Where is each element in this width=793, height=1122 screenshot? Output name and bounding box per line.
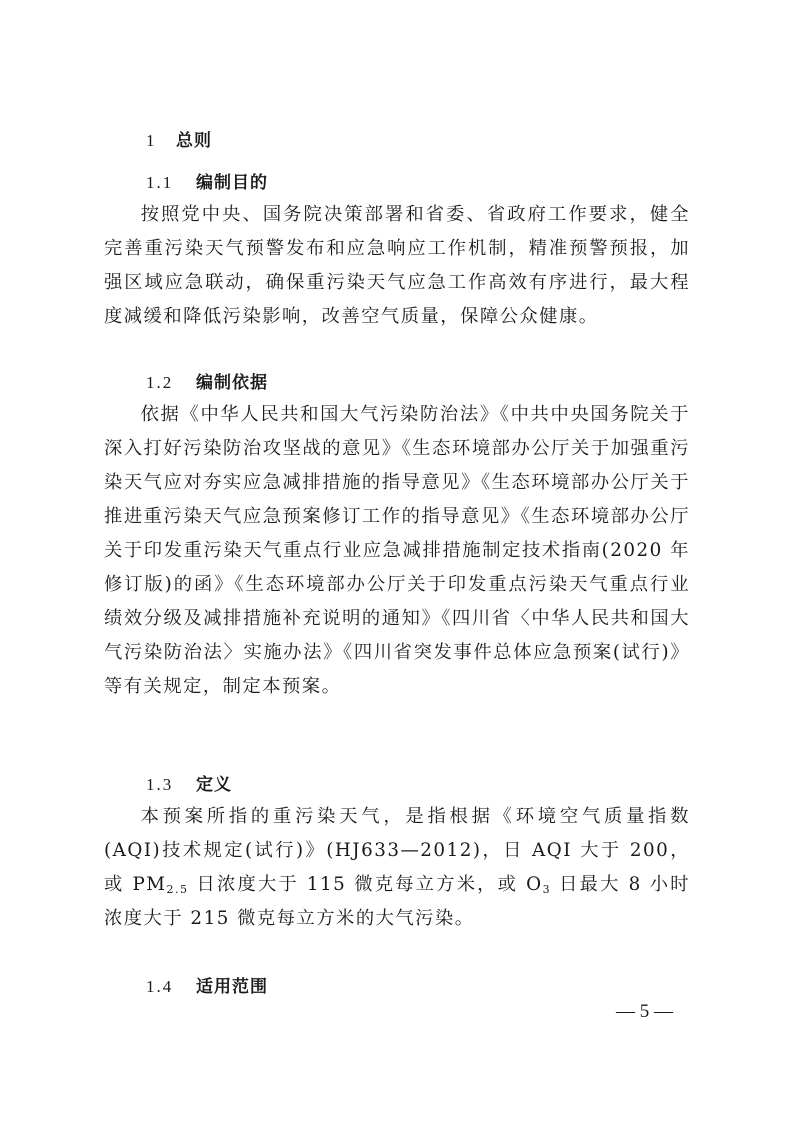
o3-subscript: 3 xyxy=(542,883,552,896)
section-number: 1.2 xyxy=(146,373,174,392)
paragraph-purpose: 按照党中央、国务院决策部署和省委、省政府工作要求，健全完善重污染天气预警发布和应急响应工作机制，精准预警预报，加强区域应急联动，确保重污染天气应急工作高效有序进行，最大程度减缓和降低污染影响，改善空气质量，保障公众健康。 xyxy=(104,204,690,327)
section-title: 编制目的 xyxy=(196,173,268,193)
pm25-subscript: 2.5 xyxy=(166,883,189,896)
paragraph-definition xyxy=(104,800,690,936)
section-title: 编制依据 xyxy=(196,373,268,393)
section-title: 总则 xyxy=(176,131,212,151)
section-number: 1.4 xyxy=(146,977,174,996)
definition-text-3: 日最大 8 小时浓度大于 215 微克每立方米的大气污染。 xyxy=(104,874,690,929)
section-heading-1 xyxy=(146,126,212,151)
definition-text-2: 日浓度大于 115 微克每立方米，或 O xyxy=(188,874,543,895)
section-number: 1.3 xyxy=(146,775,174,794)
definition-text-1: 本预案所指的重污染天气，是指根据《环境空气质量指数(AQI)技术规定(试行)》(HJ633—2012)，日 AQI 大于 200，或 PM xyxy=(104,806,690,895)
section-heading-1-1 xyxy=(146,168,268,193)
section-heading-1-2 xyxy=(146,368,268,393)
page-number: — 5 — xyxy=(616,1001,673,1022)
section-title: 适用范围 xyxy=(196,977,268,997)
paragraph-basis: 依据《中华人民共和国大气污染防治法》《中共中央国务院关于深入打好污染防治攻坚战的意见》《生态环境部办公厅关于加强重污染天气应对夯实应急减排措施的指导意见》《生态环境部办公厅关于推进重污染天气应急预案修订工作的指导意见》《生态环境部办公厅关于印发重污染天气重点行业应急减排措施制定技术指南(2020 年修订版)的函》《生态环境部办公厅关于印发重点污染天气重点行业绩效分级及减排措施补充说明的通知》《四川省〈中华人民共和国大气污染防治法〉实施办法》《四川省突发事件总体应急预案(试行)》等有关规定，制定本预案。 xyxy=(104,404,690,697)
section-title: 定义 xyxy=(196,775,232,795)
section-number: 1.1 xyxy=(146,173,174,192)
section-number: 1 xyxy=(146,131,156,150)
section-heading-1-4 xyxy=(146,972,268,997)
section-heading-1-3 xyxy=(146,770,232,795)
